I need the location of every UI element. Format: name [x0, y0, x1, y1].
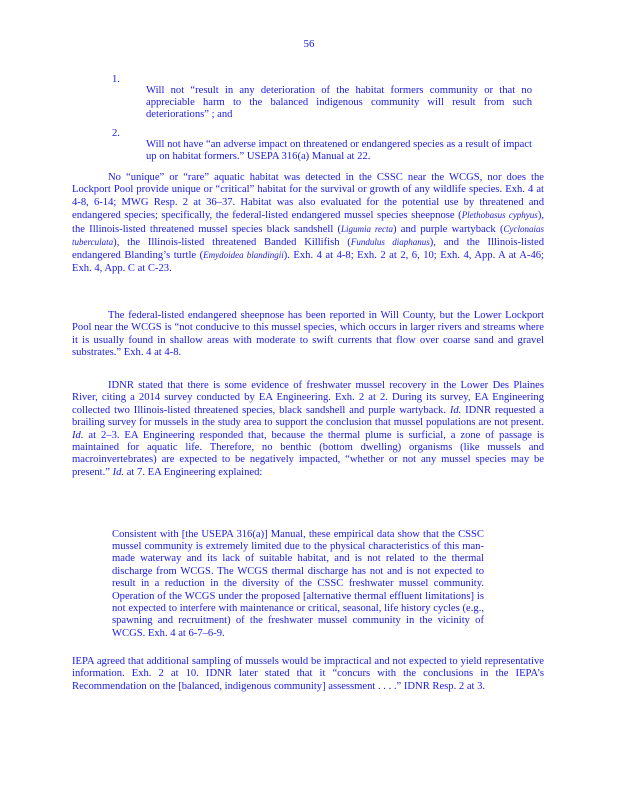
paragraph-text: ) and purple wartyback (	[393, 223, 504, 235]
list-text: Will not “result in any deterioration of the habitat formers community or that no appreciable harm to the balanced indigenous community will result from such deteriorations” ; and	[146, 84, 532, 121]
paragraph-text: IDNR stated that there is some evidence of freshwater mussel recovery in the Lower Des Plaines River, citing a 2014 survey conducted by EA Engineering. Exh. 2 at 2. During its survey, EA Engineering collected two Illinois-listed threatened species, black sandshell and purple wartyback.	[72, 380, 544, 416]
block-quote	[112, 518, 484, 651]
paragraph-text: IDNR requested a brailing survey for mussels in the study area to support the conclusion that mussel populations are not present.	[72, 404, 545, 429]
paragraph-text: No “unique” or “rare” aquatic habitat was detected in the CSSC near the WCGS, nor does the Lockport Pool provide unique or “critical” habitat for the survival or growth of any wildlife species. Exh. 4 at 4-8, 6-14; MWG Resp. 2 at 36–37. Habitat was also evaluated for the potential use by threatened and endangered species; specifically, the federal-listed endangered mussel species sheepnose (	[72, 172, 544, 222]
quote-text: Consistent with [the USEPA 316(a)] Manual, these empirical data show that the CSSC mussel community is extremely limited due to the physical characteristics of this man-made waterway and its lack of suitable habitat, and is not related to the thermal discharge from WCGS. The WCGS thermal discharge has not and is not expected to result in a reduction in the diversity of the CSSC freshwater mussel community. Operation of the WCGS under the proposed [alternative thermal effluent limitations] is not expected to interfere with maintenance or critical, seasonal, life history cycles (e.g., spawning and recruitment) of the freshwater mussel community in the vicinity of WCGS. Exh. 4 at 6-7–6-9.	[112, 528, 484, 639]
species-name: Plethobasus cyphyus	[461, 210, 538, 221]
citation-id: Id.	[112, 466, 125, 478]
paragraph-text: at 7. EA Engineering explained:	[124, 466, 263, 478]
paragraph-sheepnose	[72, 310, 544, 360]
paragraph-text: ). Exh. 4 at 4-8; Exh. 2 at 2, 6, 10; Exh. 4, App. A at A-46; Exh. 4, App. C at C-23.	[72, 250, 544, 274]
species-name: Ligumia recta	[341, 223, 394, 234]
citation-id: Id.	[449, 404, 462, 416]
citation-id: Id.	[72, 429, 84, 441]
paragraph-text: ), the Illinois-listed threatened Banded Killifish (	[113, 237, 351, 249]
species-name: Fundulus diaphanus	[350, 237, 430, 248]
paragraph-idnr	[72, 380, 544, 479]
species-name: Cyclonaias tuberculata	[72, 223, 544, 248]
list-text: Will not have “an adverse impact on threatened or endangered species as a result of impact up on habitat formers.” USEPA 316(a) Manual at 22.	[146, 138, 532, 162]
paragraph-text: IEPA agreed that additional sampling of mussels would be impractical and not expected to yield representative information. Exh. 2 at 10. IDNR later stated that it “concurs with the conclusions in the IEPA’s Recommendation on the [balanced, indigenous community] assessment . . . .” IDNR Resp. 2 at 3.	[72, 656, 544, 692]
paragraph-text: at 2–3. EA Engineering responded that, because the thermal plume is surficial, a zone of passage is maintained for aquatic life. Therefore, no benthic (bottom dwelling) organisms (like mussels and macroinvertebrates) are expected to be negatively impacted, “whether or not any mussel species may be present.”	[72, 429, 544, 478]
paragraph-text: ), the Illinois-listed threatened mussel species black sandshell (	[72, 210, 544, 235]
list-number: 1.	[112, 74, 120, 85]
paragraph-habitat	[72, 172, 544, 275]
species-name: Emydoidea blandingii	[203, 250, 284, 261]
page-number: 56	[303, 38, 315, 50]
list-number: 2.	[112, 128, 120, 139]
paragraph-iepa	[72, 656, 544, 693]
paragraph-text: The federal-listed endangered sheepnose has been reported in Will County, but the Lower Lockport Pool near the WCGS is “not conducive to this mussel species, which occurs in larger rivers and streams where it is usually found in shallow areas with moderate to swift currents that flow over coarse sand and gravel substrates.” Exh. 4 at 4-8.	[72, 310, 544, 359]
paragraph-text: ), and the Illinois-listed endangered Blanding’s turtle (	[72, 237, 545, 262]
